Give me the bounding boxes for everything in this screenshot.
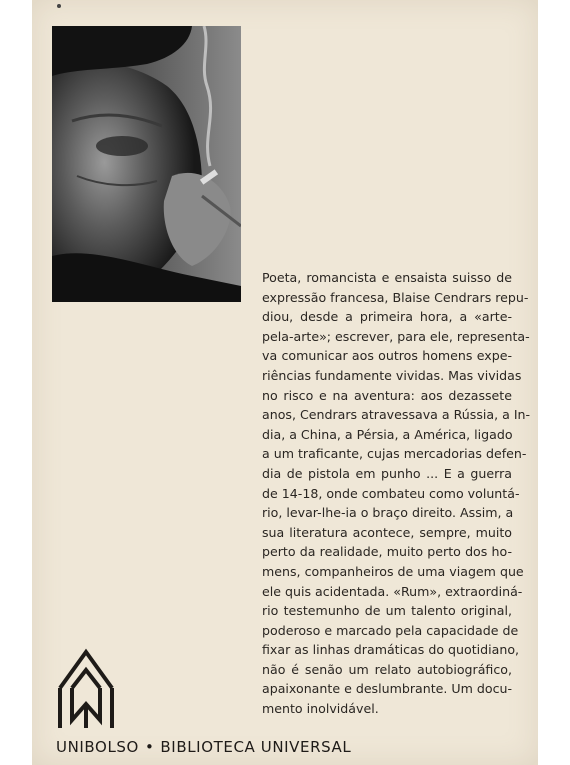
series-name: BIBLIOTECA UNIVERSAL bbox=[160, 738, 352, 756]
blurb-line: mens, companheiros de uma viagem que bbox=[262, 563, 524, 579]
ink-dot bbox=[57, 4, 61, 8]
blurb-line: não é senão um relato autobiográfico, bbox=[262, 661, 512, 677]
blurb-line: expressão francesa, Blaise Cendrars repu- bbox=[262, 289, 529, 305]
blurb-line: pela-arte»; escrever, para ele, representa- bbox=[262, 328, 530, 344]
book-blurb bbox=[262, 268, 531, 719]
blurb-line: riências fundamente vividas. Mas vividas bbox=[262, 367, 522, 383]
blurb-line: Poeta, romancista e ensaista suisso de bbox=[262, 270, 512, 285]
blurb-line: no risco e na aventura: aos dezassete bbox=[262, 387, 512, 403]
blurb-line: dia de pistola em punho ... E a guerra bbox=[262, 465, 512, 481]
blurb-line: rio, levar-lhe-ia o braço direito. Assim, a bbox=[262, 505, 514, 521]
publisher-imprint bbox=[56, 738, 351, 756]
blurb-line: rio testemunho de um talento original, bbox=[262, 603, 512, 619]
blurb-line: de 14-18, onde combateu como voluntá- bbox=[262, 485, 520, 501]
blurb-line: fixar as linhas dramáticas do quotidiano, bbox=[262, 642, 520, 658]
blurb-line: a um traficante, cujas mercadorias defen- bbox=[262, 446, 527, 462]
blurb-line: dia, a China, a Pérsia, a América, ligado bbox=[262, 426, 513, 442]
blurb-line: diou, desde a primeira hora, a «arte- bbox=[262, 309, 512, 325]
publisher-name: UNIBOLSO bbox=[56, 738, 139, 756]
blurb-line: sua literatura acontece, sempre, muito bbox=[262, 524, 512, 540]
blurb-line: apaixonante e deslumbrante. Um docu- bbox=[262, 681, 513, 697]
unibolso-logo-icon bbox=[56, 648, 116, 732]
blurb-line: perto da realidade, muito perto dos ho- bbox=[262, 544, 512, 560]
blurb-line: va comunicar aos outros homens expe- bbox=[262, 348, 512, 364]
blurb-line: anos, Cendrars atravessava a Rússia, a In- bbox=[262, 407, 531, 423]
blurb-line: poderoso e marcado pela capacidade de bbox=[262, 622, 519, 638]
imprint-bullet: • bbox=[144, 738, 155, 756]
author-portrait-photo bbox=[52, 26, 241, 302]
blurb-line: mento inolvidável. bbox=[262, 701, 379, 717]
blurb-line: ele quis acidentada. «Rum», extraordiná- bbox=[262, 583, 523, 599]
